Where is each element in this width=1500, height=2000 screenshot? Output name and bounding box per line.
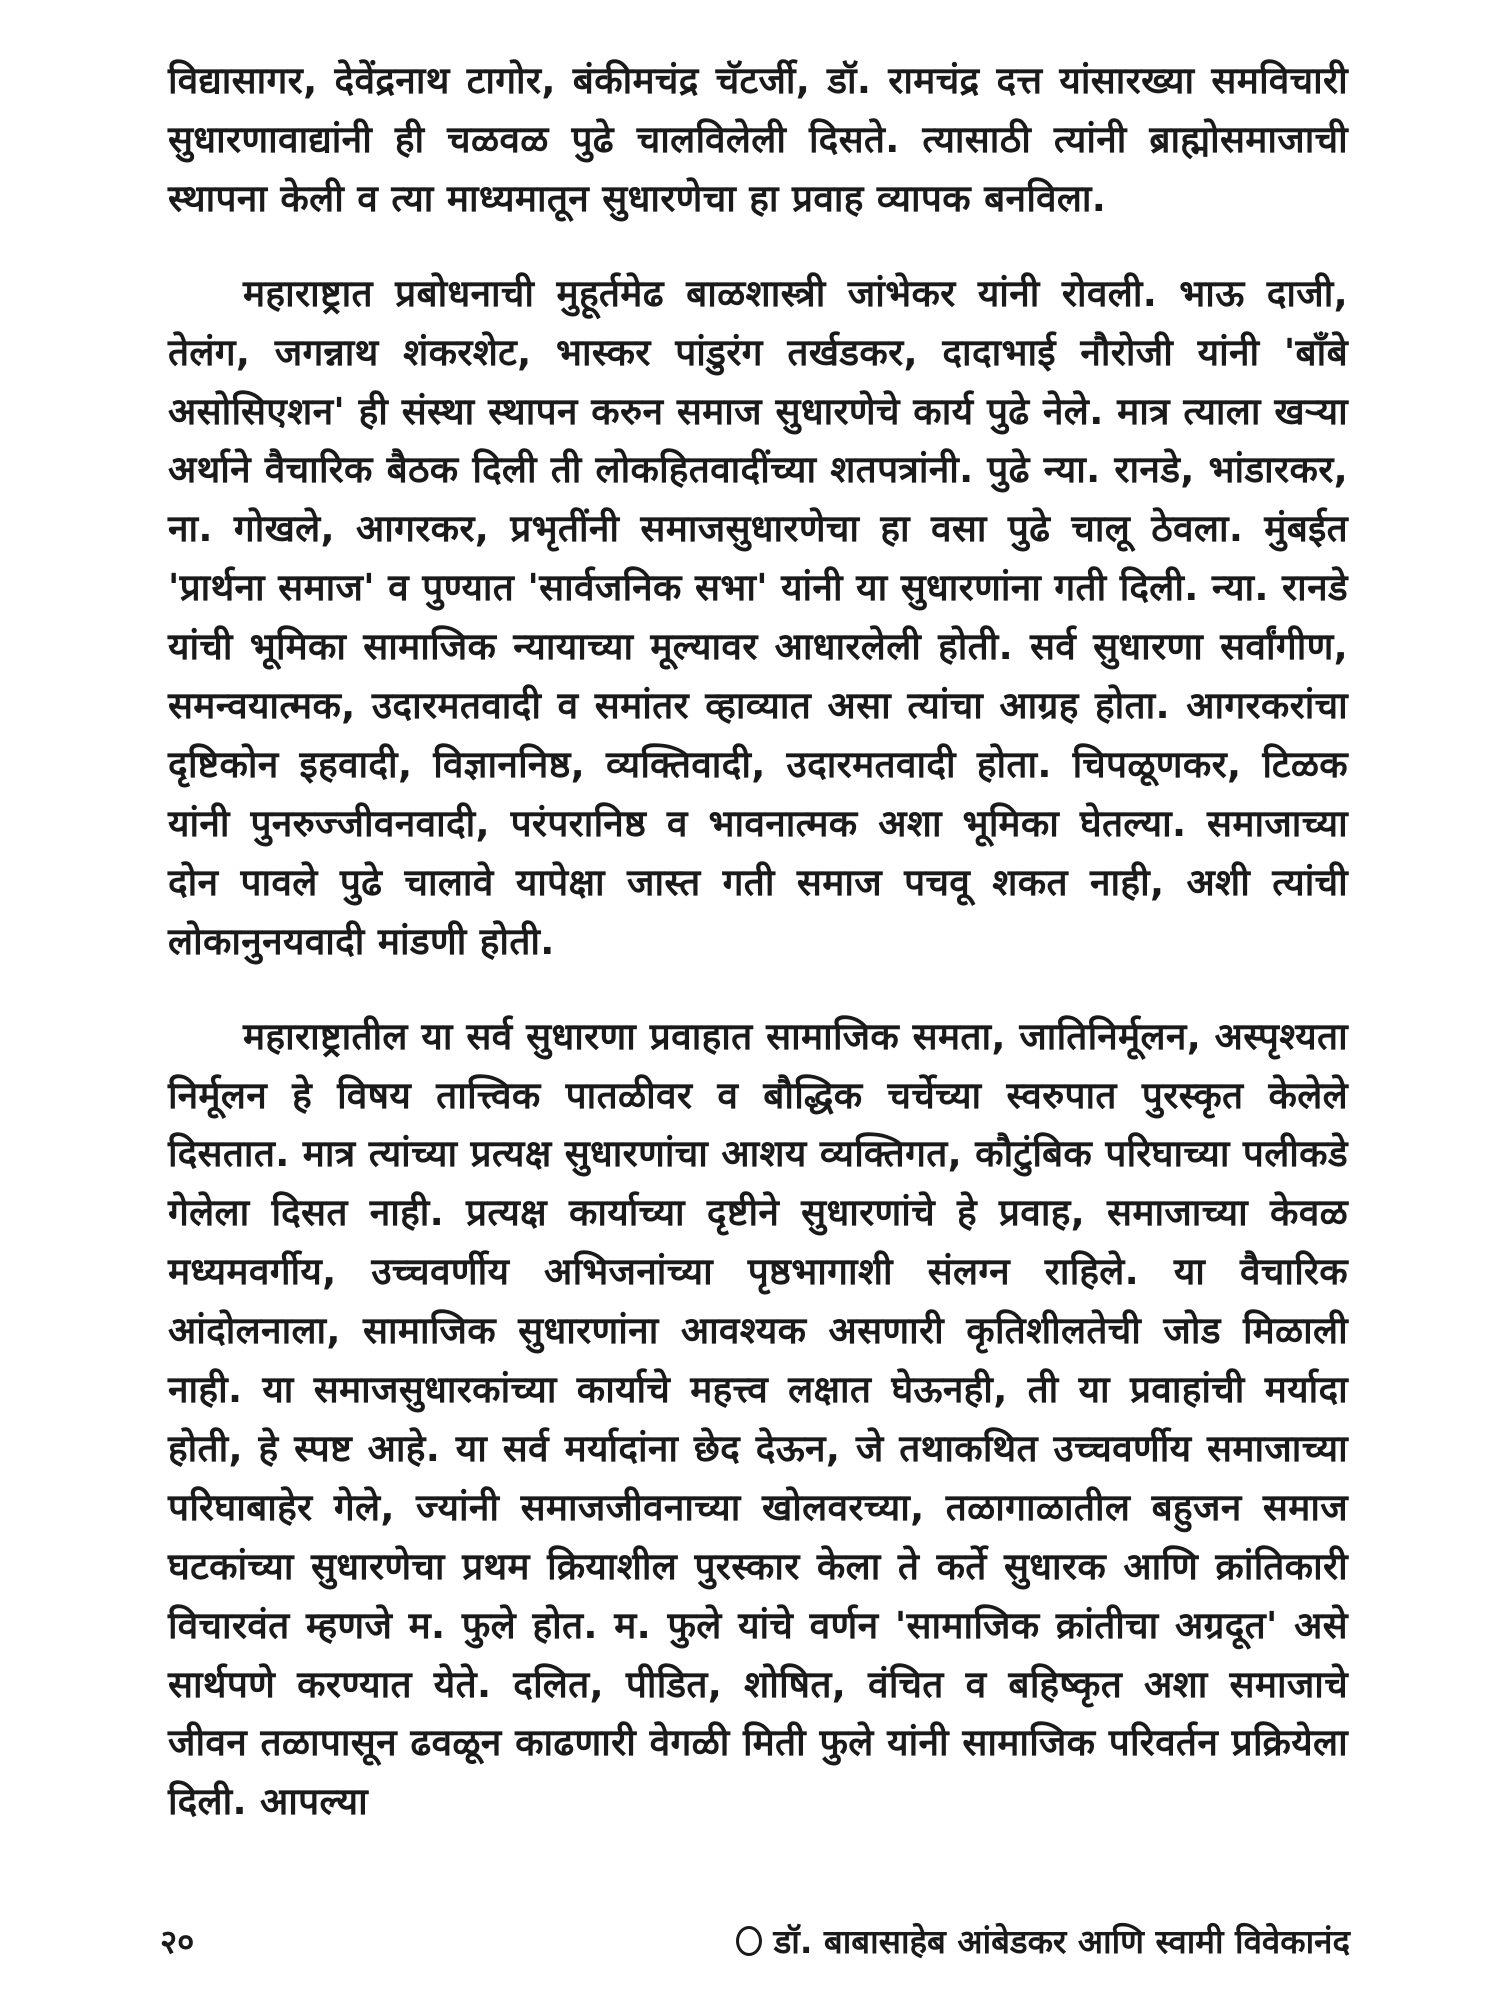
running-title <box>736 1918 1350 1963</box>
paragraph-brahmo-samaj: विद्यासागर, देवेंद्रनाथ टागोर, बंकीमचंद्र चॅटर्जी, डॉ. रामचंद्र दत्त यांसारख्या समविचारी सुधारणावाद्यांनी ही चळवळ पुढे चालविलेली दिसते. त्यासाठी त्यांनी ब्राह्मोसमाजाची स्थापना केली व त्या माध्यमातून सुधारणेचा हा प्रवाह व्यापक बनविला. <box>168 59 1348 220</box>
book-title-text: डॉ. बाबासाहेब आंबेडकर आणि स्वामी विवेकानंद <box>773 1922 1350 1961</box>
circle-ornament-icon <box>736 1926 762 1956</box>
paragraph-phule: महाराष्ट्रातील या सर्व सुधारणा प्रवाहात सामाजिक समता, जातिनिर्मूलन, अस्पृश्यता निर्मूलन हे विषय तात्त्विक पातळीवर व बौद्धिक चर्चेच्या स्वरुपात पुरस्कृत केलेले दिसतात. मात्र त्यांच्या प्रत्यक्ष सुधारणांचा आशय व्यक्तिगत, कौटुंबिक परिघाच्या पलीकडे गेलेला दिसत नाही. प्रत्यक्ष कार्याच्या दृष्टीने सुधारणांचे हे प्रवाह, समाजाच्या केवळ मध्यमवर्गीय, उच्चवर्णीय अभिजनांच्या पृष्ठभागाशी संलग्न राहिले. या वैचारिक आंदोलनाला, सामाजिक सुधारणांना आवश्यक असणारी कृतिशीलतेची जोड मिळाली नाही. या समाजसुधारकांच्या कार्याचे महत्त्व लक्षात घेऊनही, ती या प्रवाहांची मर्यादा होती, हे स्पष्ट आहे. या सर्व मर्यादांना छेद देऊन, जे तथाकथित उच्चवर्णीय समाजाच्या परिघाबाहेर गेले, ज्यांनी समाजजीवनाच्या खोलवरच्या, तळागाळातील बहुजन समाज घटकांच्या सुधारणेचा प्रथम क्रियाशील पुरस्कार केला ते कर्ते सुधारक आणि क्रांतिकारी विचारवंत म्हणजे म. फुले होत. म. फुले यांचे वर्णन 'सामाजिक क्रांतीचा अग्रदूत' असे सार्थपणे करण्यात येते. दलित, पीडित, शोषित, वंचित व बहिष्कृत अशा समाजाचे जीवन तळापासून ढवळून काढणारी वेगळी मिती फुले यांनी सामाजिक परिवर्तन प्रक्रियेला दिली. आपल्या <box>168 1014 1348 1824</box>
page-number: २० <box>160 1922 195 1961</box>
page-body <box>168 52 1348 1942</box>
page-footer <box>160 1918 1350 1968</box>
paragraph-maharashtra-reform: महाराष्ट्रात प्रबोधनाची मुहूर्तमेढ बाळशास्त्री जांभेकर यांनी रोवली. भाऊ दाजी, तेलंग, जगन्नाथ शंकरशेट, भास्कर पांडुरंग तर्खडकर, दादाभाई नौरोजी यांनी 'बाँबे असोसिएशन' ही संस्था स्थापन करुन समाज सुधारणेचे कार्य पुढे नेले. मात्र त्याला खऱ्या अर्थाने वैचारिक बैठक दिली ती लोकहितवादींच्या शतपत्रांनी. पुढे न्या. रानडे, भांडारकर, ना. गोखले, आगरकर, प्रभृतींनी समाजसुधारणेचा हा वसा पुढे चालू ठेवला. मुंबईत 'प्रार्थना समाज' व पुण्यात 'सार्वजनिक सभा' यांनी या सुधारणांना गती दिली. न्या. रानडे यांची भूमिका सामाजिक न्यायाच्या मूल्यावर आधारलेली होती. सर्व सुधारणा सर्वांगीण, समन्वयात्मक, उदारमतवादी व समांतर व्हाव्यात असा त्यांचा आग्रह होता. आगरकरांचा दृष्टिकोन इहवादी, विज्ञाननिष्ठ, व्यक्तिवादी, उदारमतवादी होता. चिपळूणकर, टिळक यांनी पुनरुज्जीवनवादी, परंपरानिष्ठ व भावनात्मक अशा भूमिका घेतल्या. समाजाच्या दोन पावले पुढे चालावे यापेक्षा जास्त गती समाज पचवू शकत नाही, अशी त्यांची लोकानुनयवादी मांडणी होती. <box>168 271 1348 963</box>
